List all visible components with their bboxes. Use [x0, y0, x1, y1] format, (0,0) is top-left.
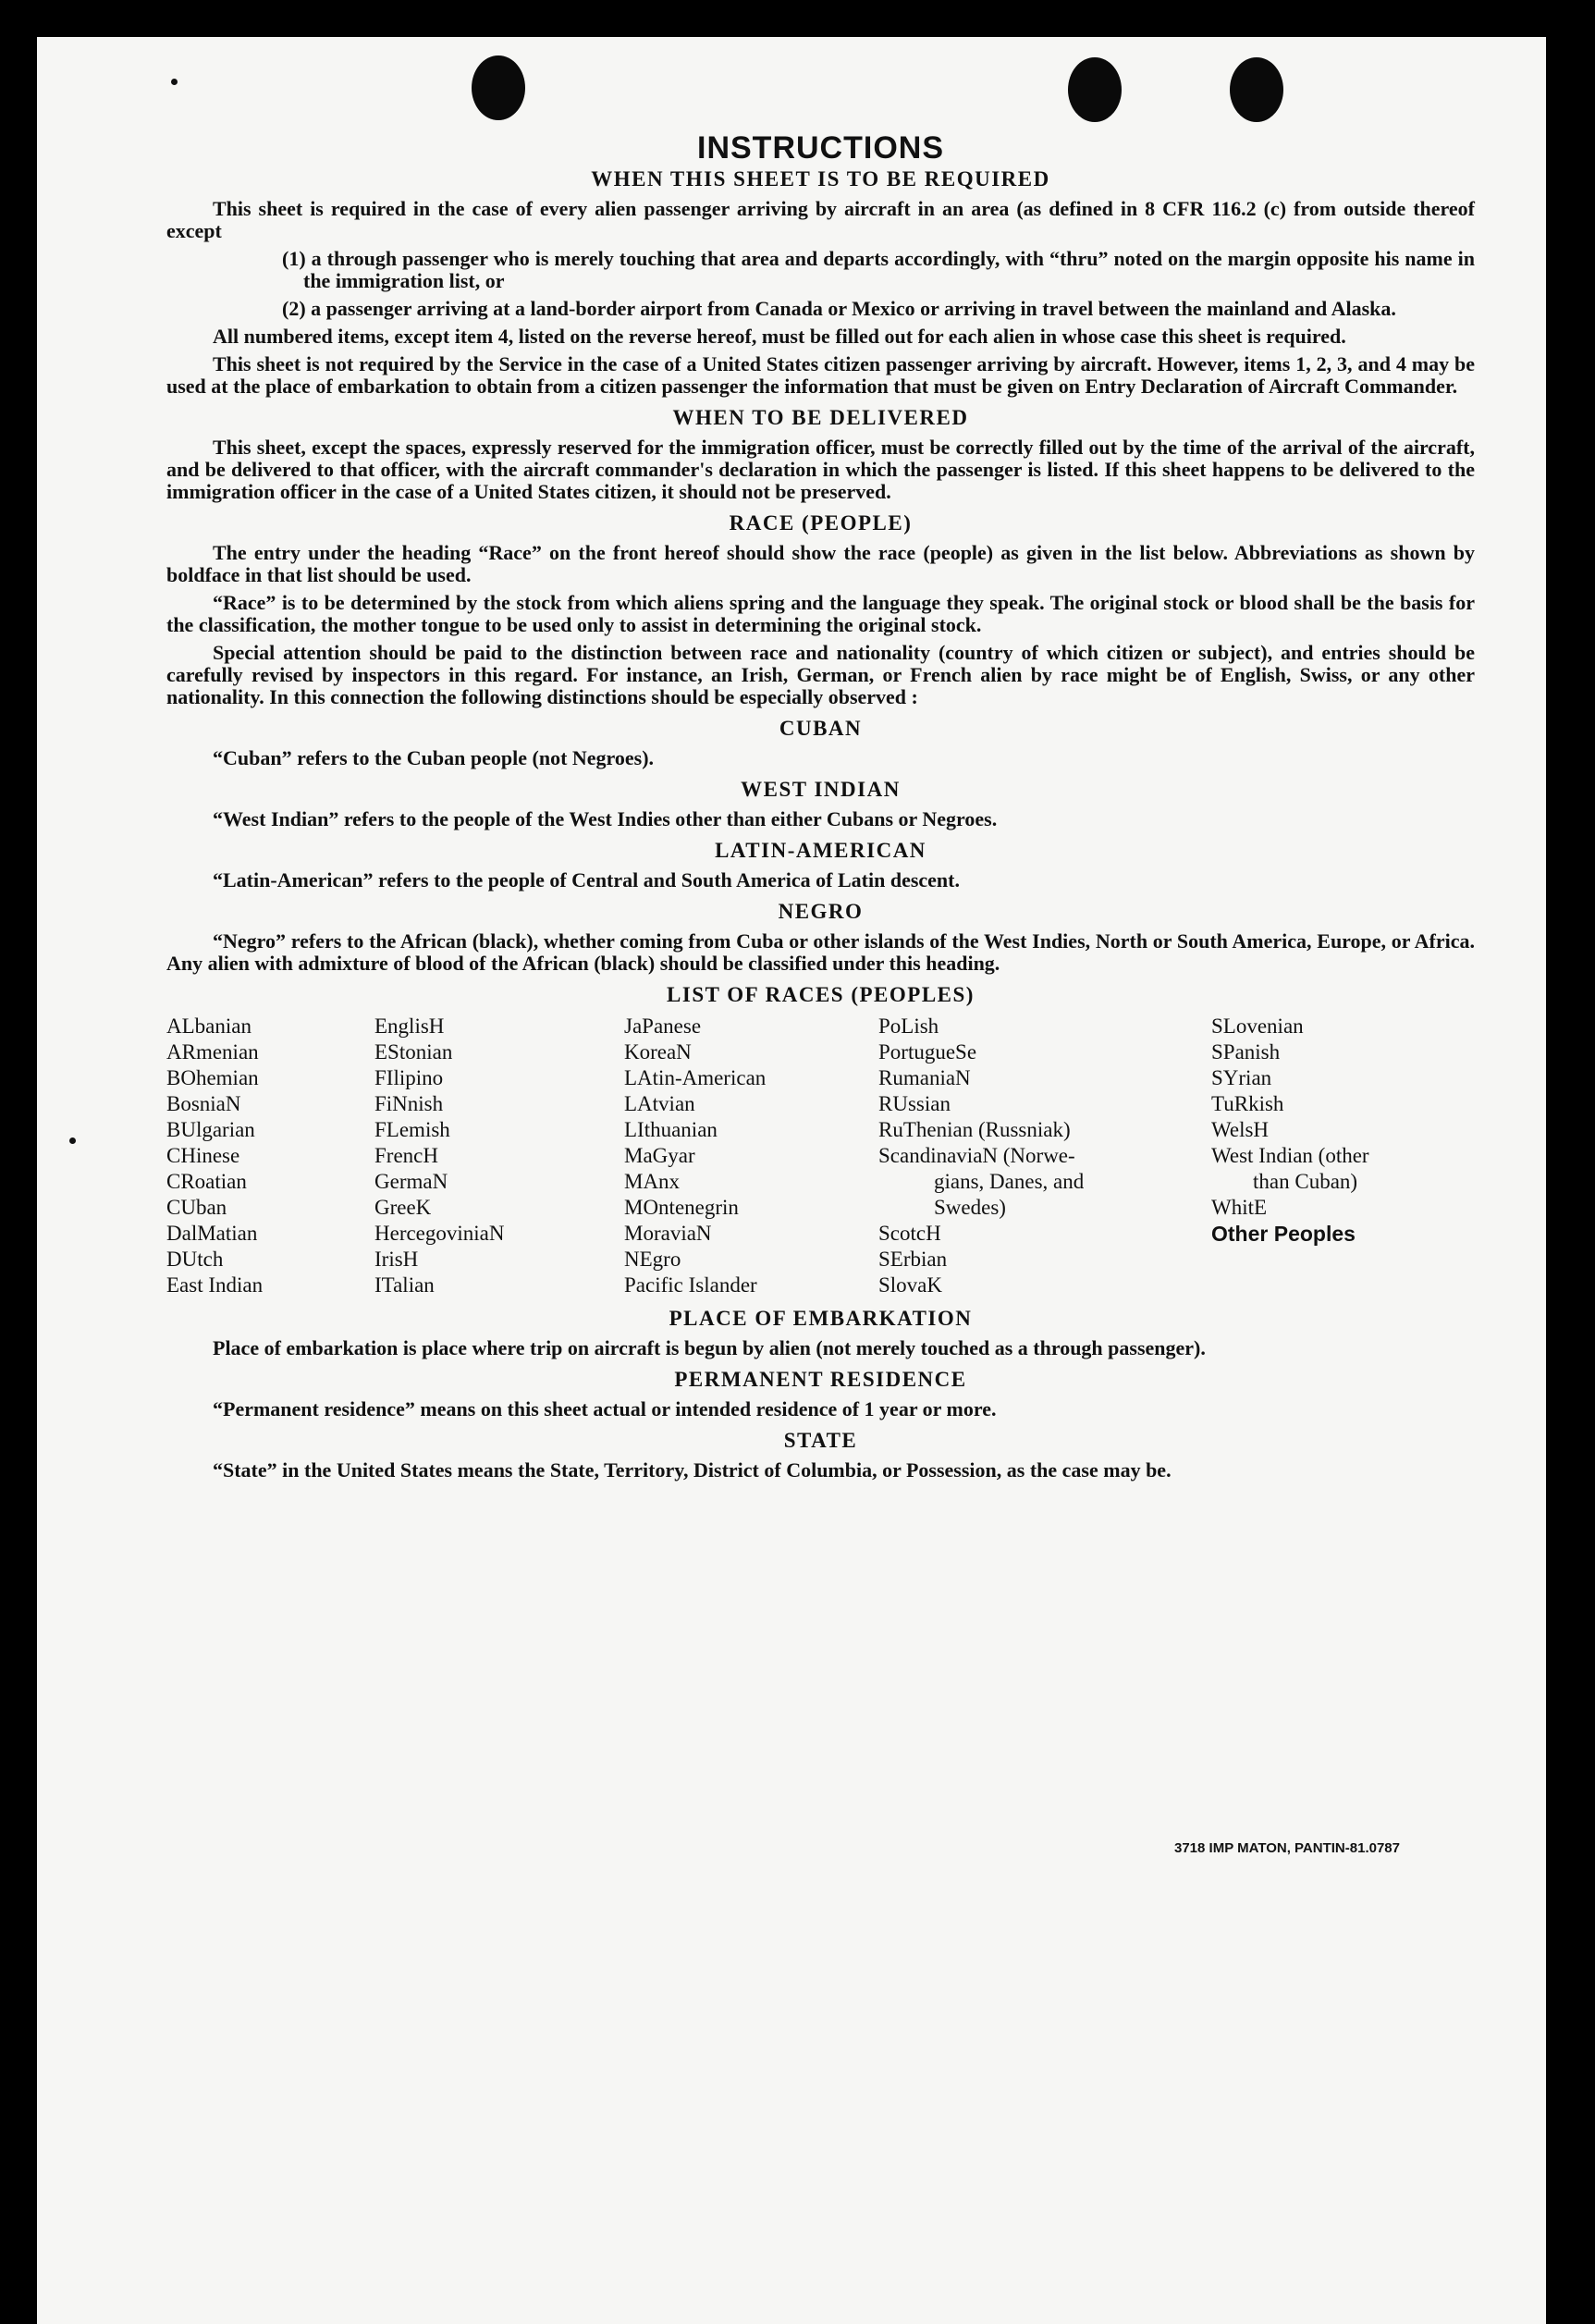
race-item: MAnx — [624, 1170, 681, 1193]
list-item: (2) a passenger arriving at a land-border airport from Canada or Mexico or arriving in travel between the mainland and Alaska. — [282, 297, 1396, 320]
heading-cuban: CUBAN — [779, 717, 863, 740]
paragraph: “West Indian” refers to the people of the West Indies other than either Cubans or Negroes. — [213, 807, 998, 830]
race-item: PortugueSe — [878, 1040, 977, 1064]
race-item: DUtch — [166, 1248, 224, 1271]
race-item: IrisH — [374, 1248, 419, 1271]
paragraph: This sheet is not required by the Service in the case of a United States citizen passenger arriving by aircraft. However, items 1, 2, 3, and 4 may be used at the place of embarkation to obtain from a citizen passenger the information that must be given on Entry Declaration of Aircraft Commander. — [166, 352, 1475, 398]
race-item: Pacific Islander — [624, 1273, 757, 1297]
race-item: NEgro — [624, 1248, 681, 1271]
race-item: MoraviaN — [624, 1222, 712, 1245]
race-item: MaGyar — [624, 1144, 695, 1167]
race-item: than Cuban) — [1253, 1170, 1358, 1193]
race-item: GreeK — [374, 1196, 432, 1219]
race-item: SlovaK — [878, 1273, 942, 1297]
race-item: GermaN — [374, 1170, 448, 1193]
heading-residence: PERMANENT RESIDENCE — [674, 1368, 967, 1391]
race-item: KoreaN — [624, 1040, 692, 1064]
race-item: ITalian — [374, 1273, 435, 1297]
heading-negro: NEGRO — [778, 900, 864, 923]
race-item: ScandinaviaN (Norwe- — [878, 1144, 1075, 1167]
races-column-4 — [878, 1014, 1211, 1298]
race-item: CHinese — [166, 1144, 240, 1167]
heading-required: WHEN THIS SHEET IS TO BE REQUIRED — [591, 167, 1050, 191]
print-code: 3718 IMP MATON, PANTIN-81.0787 — [1174, 1840, 1400, 1856]
race-item: SYrian — [1211, 1066, 1272, 1089]
race-item: EnglisH — [374, 1014, 445, 1038]
heading-west-indian: WEST INDIAN — [741, 778, 901, 801]
race-item: RuThenian (Russniak) — [878, 1118, 1071, 1141]
paragraph: “Permanent residence” means on this sheet actual or intended residence of 1 year or more. — [213, 1397, 997, 1420]
heading-state: STATE — [783, 1429, 858, 1452]
race-item: MOntenegrin — [624, 1196, 739, 1219]
race-item: FLemish — [374, 1118, 450, 1141]
races-column-5 — [1211, 1014, 1369, 1298]
race-item: TuRkish — [1211, 1092, 1284, 1115]
paragraph: The entry under the heading “Race” on the front hereof should show the race (people) as given in the list below. Abbreviations as shown by boldface in that list should be used. — [166, 541, 1475, 586]
paragraph: This sheet, except the spaces, expressly reserved for the immigration officer, must be correctly filled out by the time of the arrival of the aircraft, and be delivered to that officer, with the aircraft commander's declaration in which the passenger is listed. If this sheet happens to be delivered to the immigration officer in the case of a United States citizen, it should not be preserved. — [166, 436, 1475, 503]
race-item: FrencH — [374, 1144, 438, 1167]
race-item: ScotcH — [878, 1222, 941, 1245]
speck — [69, 1137, 76, 1144]
paragraph: “Cuban” refers to the Cuban people (not Negroes). — [213, 746, 655, 769]
race-item: gians, Danes, and — [934, 1170, 1085, 1193]
race-item: BosniaN — [166, 1092, 241, 1115]
race-item: RUssian — [878, 1092, 951, 1115]
content — [166, 102, 1475, 1487]
race-item: ARmenian — [166, 1040, 259, 1064]
race-item: DalMatian — [166, 1222, 258, 1245]
paragraph: “State” in the United States means the State, Territory, District of Columbia, or Possession, as the case may be. — [213, 1458, 1172, 1482]
paragraph: This sheet is required in the case of every alien passenger arriving by aircraft in an area (as defined in 8 CFR 116.2 (c) from outside thereof except — [166, 197, 1475, 242]
race-item: CRoatian — [166, 1170, 247, 1193]
races-column-2 — [374, 1014, 624, 1298]
races-list — [166, 1014, 1475, 1298]
race-item: EStonian — [374, 1040, 453, 1064]
races-column-3 — [624, 1014, 878, 1298]
heading-embarkation: PLACE OF EMBARKATION — [669, 1307, 973, 1330]
paragraph: “Negro” refers to the African (black), whether coming from Cuba or other islands of the West Indies, North or South America, Europe, or Africa. Any alien with admixture of blood of the African (black) should be classified under this heading. — [166, 929, 1475, 975]
speck — [171, 79, 178, 85]
race-item: PoLish — [878, 1014, 939, 1038]
list-item: (1) a through passenger who is merely touching that area and departs accordingly, with “thru” noted on the margin opposite his name in the immigration list, or — [282, 247, 1475, 292]
heading-list-of-races: LIST OF RACES (PEOPLES) — [667, 983, 975, 1006]
paragraph: Place of embarkation is place where trip on aircraft is begun by alien (not merely touched as a through passenger). — [213, 1336, 1206, 1359]
race-item: HercegoviniaN — [374, 1222, 505, 1245]
race-item: SLovenian — [1211, 1014, 1304, 1038]
heading-delivered: WHEN TO BE DELIVERED — [672, 406, 969, 429]
race-item: LAtin-American — [624, 1066, 767, 1089]
page-title: INSTRUCTIONS — [697, 130, 944, 166]
race-item: WhitE — [1211, 1196, 1268, 1219]
race-item: West Indian (other — [1211, 1144, 1369, 1167]
race-item: WelsH — [1211, 1118, 1270, 1141]
race-item: BUlgarian — [166, 1118, 255, 1141]
race-item: ALbanian — [166, 1014, 252, 1038]
document-sheet — [37, 37, 1546, 2324]
paragraph: “Latin-American” refers to the people of Central and South America of Latin descent. — [213, 868, 960, 891]
heading-latin-american: LATIN-AMERICAN — [715, 839, 926, 862]
race-item: LIthuanian — [624, 1118, 718, 1141]
paragraph: Special attention should be paid to the distinction between race and nationality (country of which citizen or subject), and entries should be carefully revised by inspectors in this regard. For instance, an Irish, German, or French alien by race might be of English, Swiss, or any other nationality. In this connection the following distinctions should be especially observed : — [166, 641, 1475, 708]
race-item: JaPanese — [624, 1014, 702, 1038]
race-item: BOhemian — [166, 1066, 259, 1089]
heading-race: RACE (PEOPLE) — [729, 511, 913, 535]
race-item: FIlipino — [374, 1066, 444, 1089]
races-column-1 — [166, 1014, 374, 1298]
race-item: CUban — [166, 1196, 227, 1219]
race-item: LAtvian — [624, 1092, 695, 1115]
race-item: SPanish — [1211, 1040, 1281, 1064]
race-item: Other Peoples — [1211, 1222, 1356, 1246]
race-item: SErbian — [878, 1248, 948, 1271]
race-item: RumaniaN — [878, 1066, 971, 1089]
race-item: East Indian — [166, 1273, 264, 1297]
race-item: Swedes) — [934, 1196, 1006, 1219]
race-item: FiNnish — [374, 1092, 444, 1115]
paragraph: All numbered items, except item 4, listed on the reverse hereof, must be filled out for each alien in whose case this sheet is required. — [213, 325, 1346, 348]
paragraph: “Race” is to be determined by the stock from which aliens spring and the language they speak. The original stock or blood shall be the basis for the classification, the mother tongue to be used only to assist in determining the original stock. — [166, 591, 1475, 636]
